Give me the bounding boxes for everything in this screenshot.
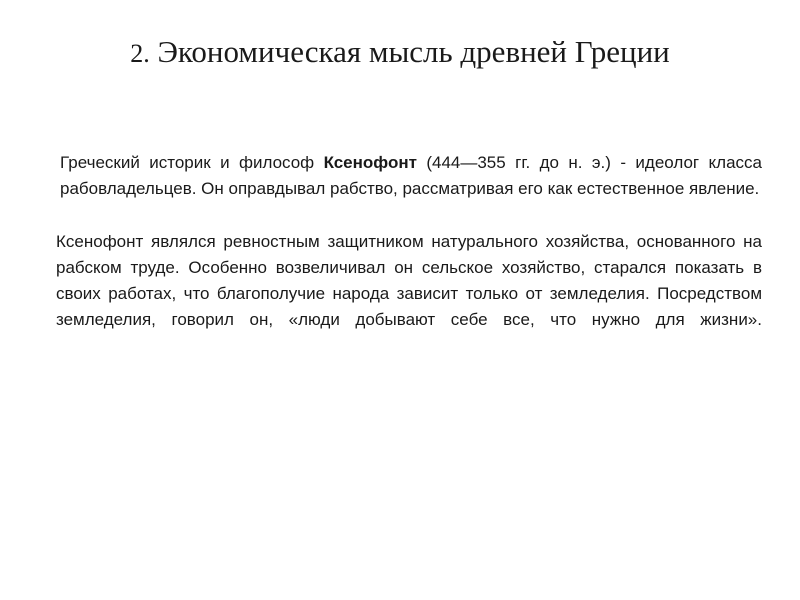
- slide-body: [56, 150, 762, 333]
- slide-title: [0, 30, 800, 76]
- title-number: 2.: [130, 39, 150, 68]
- paragraph-xenophon-intro: [56, 150, 762, 202]
- paragraph1-after: (444—355 гг. до н. э.) - идеолог класса рабовладельцев. Он оправдывал рабство, рассматривая его как естественное явление.: [60, 153, 762, 198]
- paragraph1-before: Греческий историк и философ: [60, 153, 324, 172]
- title-text: Экономическая мысль древней Греции: [157, 34, 670, 69]
- xenophon-name: Ксенофонт: [323, 153, 417, 172]
- paragraph-agriculture: Ксенофонт являлся ревностным защитником натурального хозяйства, основанного на рабском труде. Особенно возвеличивал он сельское хозяйство, старался показать в своих работах, что благополучие народа зависит только от земледелия. Посредством земледелия, говорил он, «люди добывают себе все, что нужно для жизни».: [56, 232, 762, 329]
